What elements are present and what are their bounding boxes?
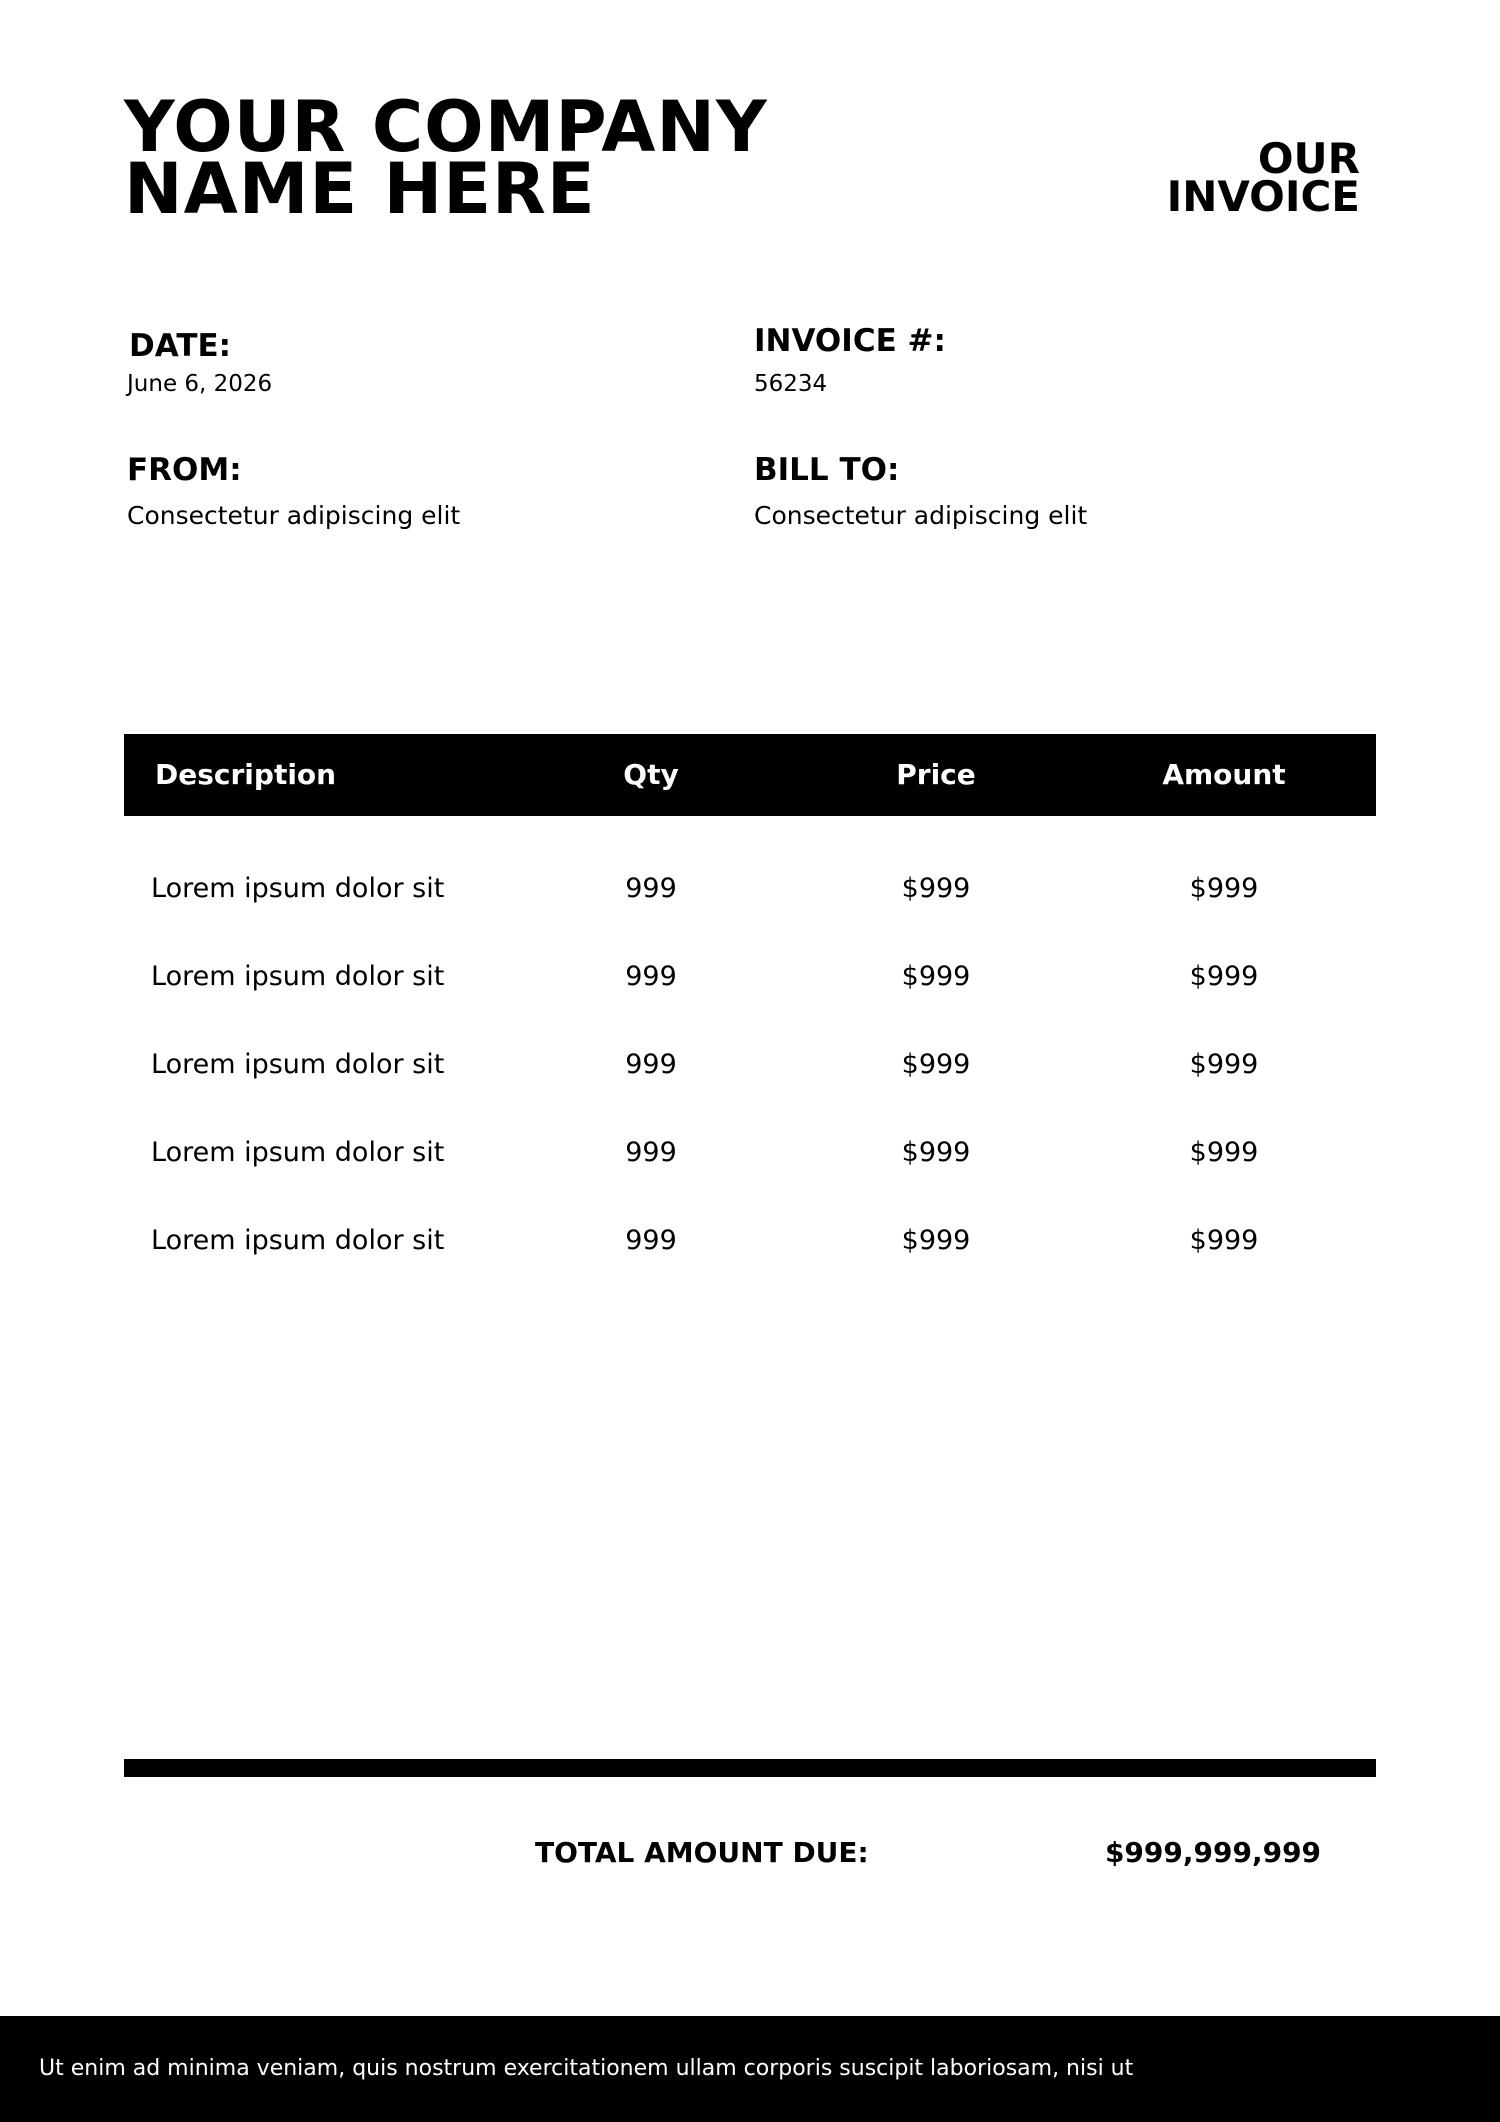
company-name-line-2: NAME HERE [124, 148, 596, 230]
cell-description: Lorem ipsum dolor sit [151, 961, 445, 992]
cell-price: $999 [901, 1049, 971, 1080]
column-header-price: Price [896, 758, 976, 791]
cell-price: $999 [901, 961, 971, 992]
from-value: Consectetur adipiscing elit [127, 501, 461, 530]
table-row [124, 1021, 1376, 1109]
footer-bar [0, 2016, 1500, 2122]
from-label: FROM: [127, 452, 242, 488]
total-divider [124, 1759, 1376, 1777]
document-title [1166, 134, 1360, 221]
bill-to-label: BILL TO: [754, 452, 900, 488]
cell-description: Lorem ipsum dolor sit [151, 1225, 445, 1256]
bill-to-value: Consectetur adipiscing elit [754, 501, 1088, 530]
cell-qty: 999 [625, 1049, 677, 1080]
total-amount-value: $999,999,999 [1104, 1836, 1322, 1869]
table-row [124, 1109, 1376, 1197]
cell-qty: 999 [625, 1137, 677, 1168]
column-header-amount: Amount [1162, 758, 1286, 791]
total-amount-label: TOTAL AMOUNT DUE: [535, 1836, 869, 1869]
footer-text: Ut enim ad minima veniam, quis nostrum exercitationem ullam corporis suscipit laboriosam, nisi ut [39, 2056, 1134, 2081]
table-header [124, 734, 1376, 816]
column-header-qty: Qty [623, 758, 679, 791]
document-title-line-1: OUR [1257, 134, 1360, 183]
company-name [124, 86, 768, 230]
cell-description: Lorem ipsum dolor sit [151, 1137, 445, 1168]
cell-amount: $999 [1189, 1137, 1259, 1168]
cell-qty: 999 [625, 961, 677, 992]
invoice-number-label: INVOICE #: [754, 323, 946, 359]
invoice-number-value: 56234 [754, 371, 828, 397]
line-items [124, 845, 1376, 1285]
cell-qty: 999 [625, 1225, 677, 1256]
cell-description: Lorem ipsum dolor sit [151, 1049, 445, 1080]
date-value: June 6, 2026 [127, 371, 273, 397]
cell-price: $999 [901, 873, 971, 904]
cell-qty: 999 [625, 873, 677, 904]
cell-price: $999 [901, 1137, 971, 1168]
cell-price: $999 [901, 1225, 971, 1256]
cell-amount: $999 [1189, 1225, 1259, 1256]
cell-amount: $999 [1189, 961, 1259, 992]
cell-description: Lorem ipsum dolor sit [151, 873, 445, 904]
table-row [124, 933, 1376, 1021]
table-row [124, 845, 1376, 933]
cell-amount: $999 [1189, 873, 1259, 904]
company-name-line-1: YOUR COMPANY [124, 86, 768, 168]
date-label: DATE: [129, 328, 232, 364]
cell-amount: $999 [1189, 1049, 1259, 1080]
document-title-line-2: INVOICE [1166, 172, 1360, 221]
column-header-description: Description [155, 758, 337, 791]
table-row [124, 1197, 1376, 1285]
